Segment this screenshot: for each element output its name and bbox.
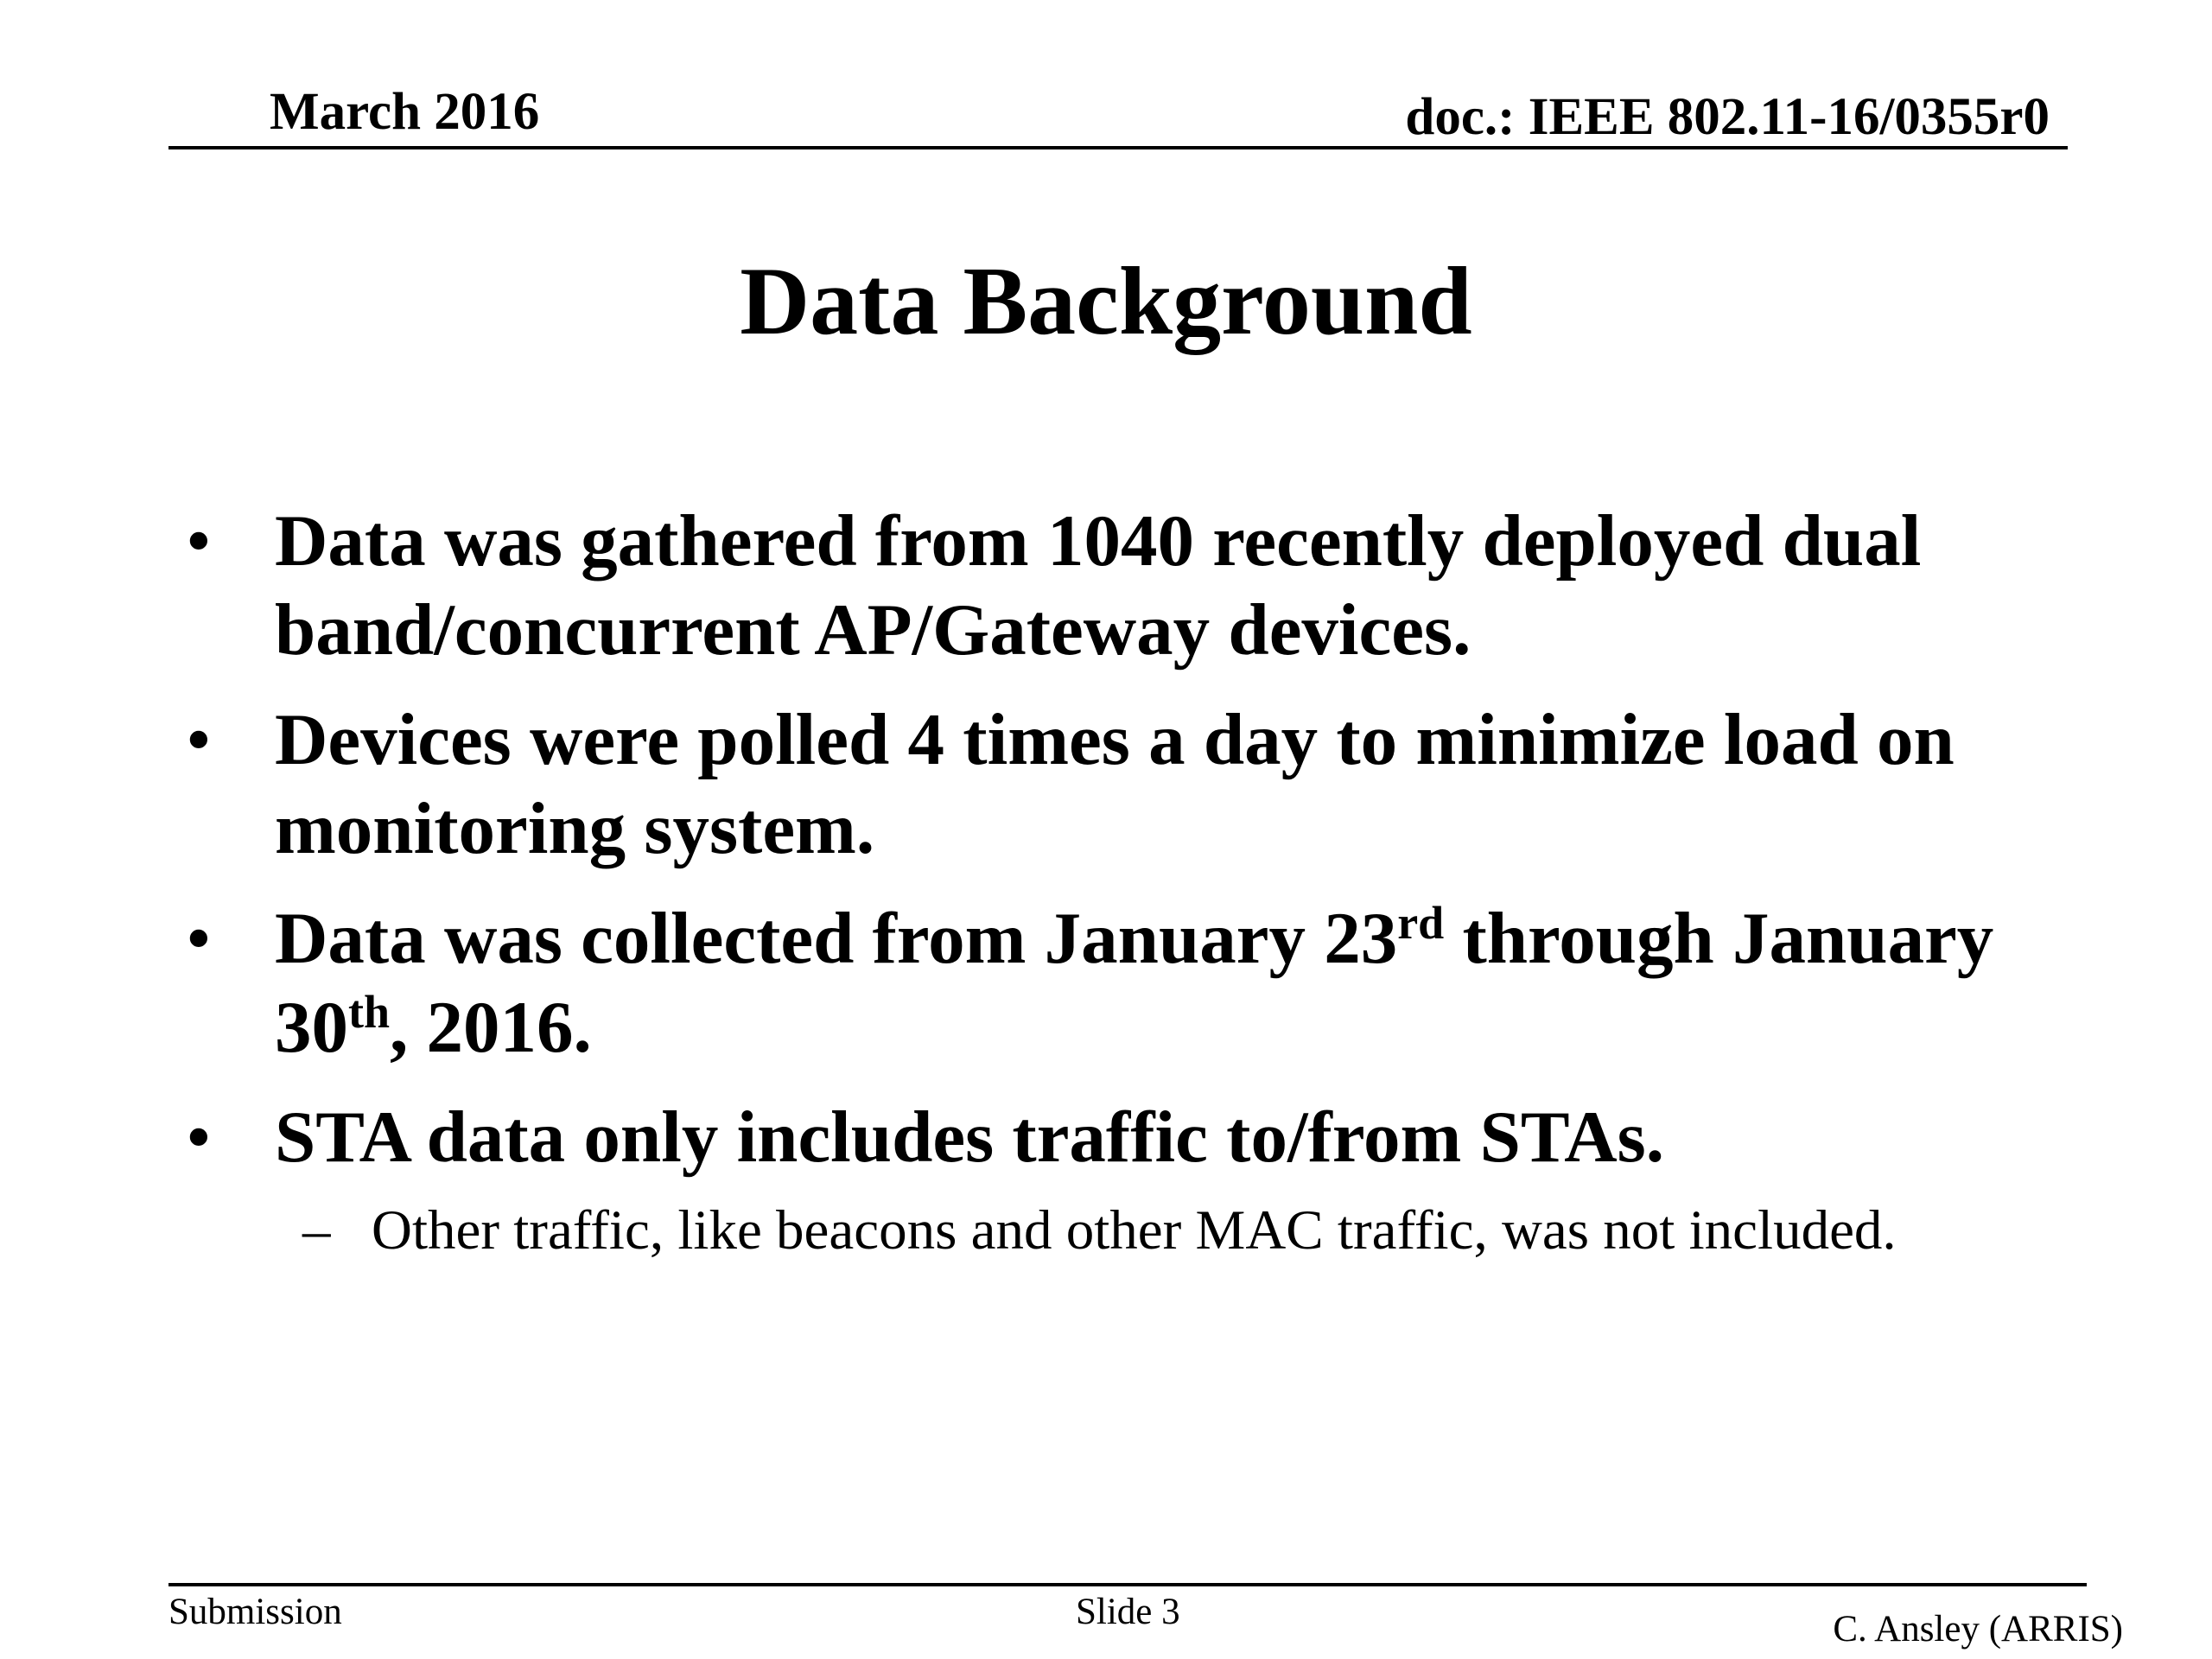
bullet-marker: • [186, 699, 212, 780]
sub-bullet-text: Other traffic, like beacons and other MAC traffic, was not included. [372, 1199, 1897, 1262]
bullet-text: Data was gathered from 1040 recently deployed dual band/concurrent AP/Gateway devices. [275, 500, 1922, 671]
bullet-item [186, 894, 2087, 1072]
bullet-list [186, 497, 2087, 1268]
footer-divider [168, 1583, 2087, 1586]
bullet-item [186, 696, 2087, 874]
bullet-text-part: through January 30 [275, 898, 1994, 1068]
bullet-text: STA data only includes traffic to/from STAs. [275, 1096, 1664, 1178]
header-date: March 2016 [270, 83, 540, 141]
footer-slide-number: Slide 3 [1076, 1592, 1180, 1632]
bullet-marker: • [186, 1096, 212, 1178]
slide-title: Data Background [740, 248, 1472, 355]
bullet-text-part: , 2016. [390, 987, 592, 1068]
bullet-item [186, 1093, 2087, 1182]
sub-bullet-marker: – [302, 1199, 331, 1262]
header-divider [168, 146, 2068, 149]
bullet-item [186, 497, 2087, 675]
ordinal-suffix: th [348, 986, 391, 1038]
bullet-text-part: Data was collected from January 23 [275, 898, 1398, 979]
sub-bullet-item [186, 1194, 2087, 1268]
header-doc-id: doc.: IEEE 802.11-16/0355r0 [1405, 88, 2050, 146]
bullet-text [275, 898, 1993, 1068]
ordinal-suffix: rd [1397, 897, 1445, 949]
bullet-marker: • [186, 500, 212, 582]
footer-author: C. Ansley (ARRIS) [1833, 1609, 2123, 1649]
bullet-marker: • [186, 898, 212, 979]
bullet-text: Devices were polled 4 times a day to minimize load on monitoring system. [275, 699, 1955, 869]
footer-submission: Submission [168, 1592, 342, 1632]
